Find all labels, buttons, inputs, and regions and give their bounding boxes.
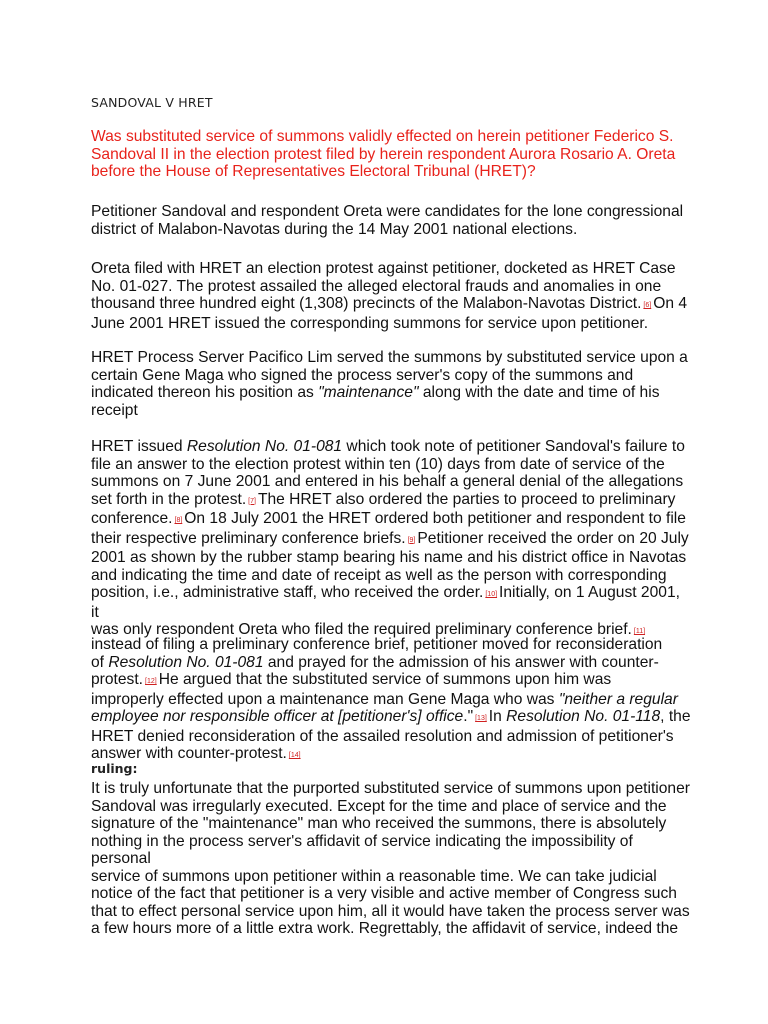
facts-paragraph-2: Oreta filed with HRET an election protest against petitioner, docketed as HRET Case No. 01-027. The protest assailed the alleged electoral frauds and anomalies in one thousand three hundred eight (1,308) precincts of the Malabon-Navotas District. [6] On 4 June 2001 HRET issued the corresponding summons for service upon petitioner. bbox=[91, 260, 688, 332]
facts-paragraph-1: Petitioner Sandoval and respondent Oreta were candidates for the lone congressional district of Malabon-Navotas during the 14 May 2001 national elections. bbox=[91, 203, 684, 238]
document-title: SANDOVAL V HRET bbox=[91, 95, 213, 110]
footnote-link-10[interactable]: [10] bbox=[485, 591, 498, 598]
question-line: before the House of Representatives Electoral Tribunal (HRET)? bbox=[91, 163, 536, 180]
footnote-link-11[interactable]: [11] bbox=[633, 628, 646, 635]
ruling-heading: ruling: bbox=[91, 761, 138, 776]
question-line: Sandoval II in the election protest filed by herein respondent Aurora Rosario A. Oreta bbox=[91, 145, 676, 163]
footnote-link-7[interactable]: [7] bbox=[248, 497, 256, 505]
footnote-link-8[interactable]: [8] bbox=[174, 517, 183, 524]
footnote-link-9[interactable]: [9] bbox=[407, 536, 416, 544]
footnote-link-6[interactable]: [6] bbox=[643, 302, 652, 309]
issue-question bbox=[91, 128, 691, 181]
facts-paragraph-5: instead of filing a preliminary conference brief, petitioner moved for reconsideration of Resolution No. 01-081 and prayed for the admission of his answer with counter- protest. [12] He argued that the substituted service of summons upon him was improperly effected upon a maintenance man Gene Maga who was "neither a regular employee nor responsible officer at [petitioner's] office." [13] In Resolution No. 01-118, the HRET denied reconsideration of the assailed resolution and admission of petitioner's answer with counter-protest. [14] bbox=[91, 636, 691, 762]
footnote-link-14[interactable]: [14] bbox=[288, 752, 301, 759]
footnote-link-12[interactable]: [12] bbox=[145, 678, 157, 685]
facts-paragraph-4: HRET issued Resolution No. 01-081 which took note of petitioner Sandoval's failure to file an answer to the election protest within ten (10) days from date of service of the summons on 7 June 2001 and entered in his behalf a general denial of the allegations set forth in the protest. [7] The HRET also ordered the parties to proceed to preliminary conference. [8] On 18 July 2001 the HRET ordered both petitioner and respondent to file their respective preliminary conference briefs. [9] Petitioner received the order on 20 July 2001 as shown by the rubber stamp bearing his name and his district office in Navotas and indicating the time and date of receipt as well as the person with corresponding position, i.e., administrative staff, who received the order. [10] Initially, on 1 August 2001, it was only respondent Oreta who filed the required preliminary conference brief. [11] bbox=[91, 438, 689, 638]
facts-paragraph-3: HRET Process Server Pacifico Lim served the summons by substituted service upon a certain Gene Maga who signed the process server's copy of the summons and indicated thereon his position as "maintenance" along with the date and time of his receipt bbox=[91, 349, 688, 419]
footnote-link-13[interactable]: [13] bbox=[475, 715, 487, 722]
question-line: Was substituted service of summons validly effected on herein petitioner Federico S. bbox=[91, 128, 674, 145]
ruling-paragraph: It is truly unfortunate that the purported substituted service of summons upon petitioner Sandoval was irregularly executed. Except for the time and place of service and the signature of the "maintenance" man who received the summons, there is absolutely nothing in the process server's affidavit of service indicating the impossibility of personal service of summons upon petitioner within a reasonable time. We can take judicial notice of the fact that petitioner is a very visible and active member of Congress such that to effect personal service upon him, all it would have taken the process server was a few hours more of a little extra work. Regrettably, the affidavit of service, indeed the bbox=[91, 780, 690, 937]
